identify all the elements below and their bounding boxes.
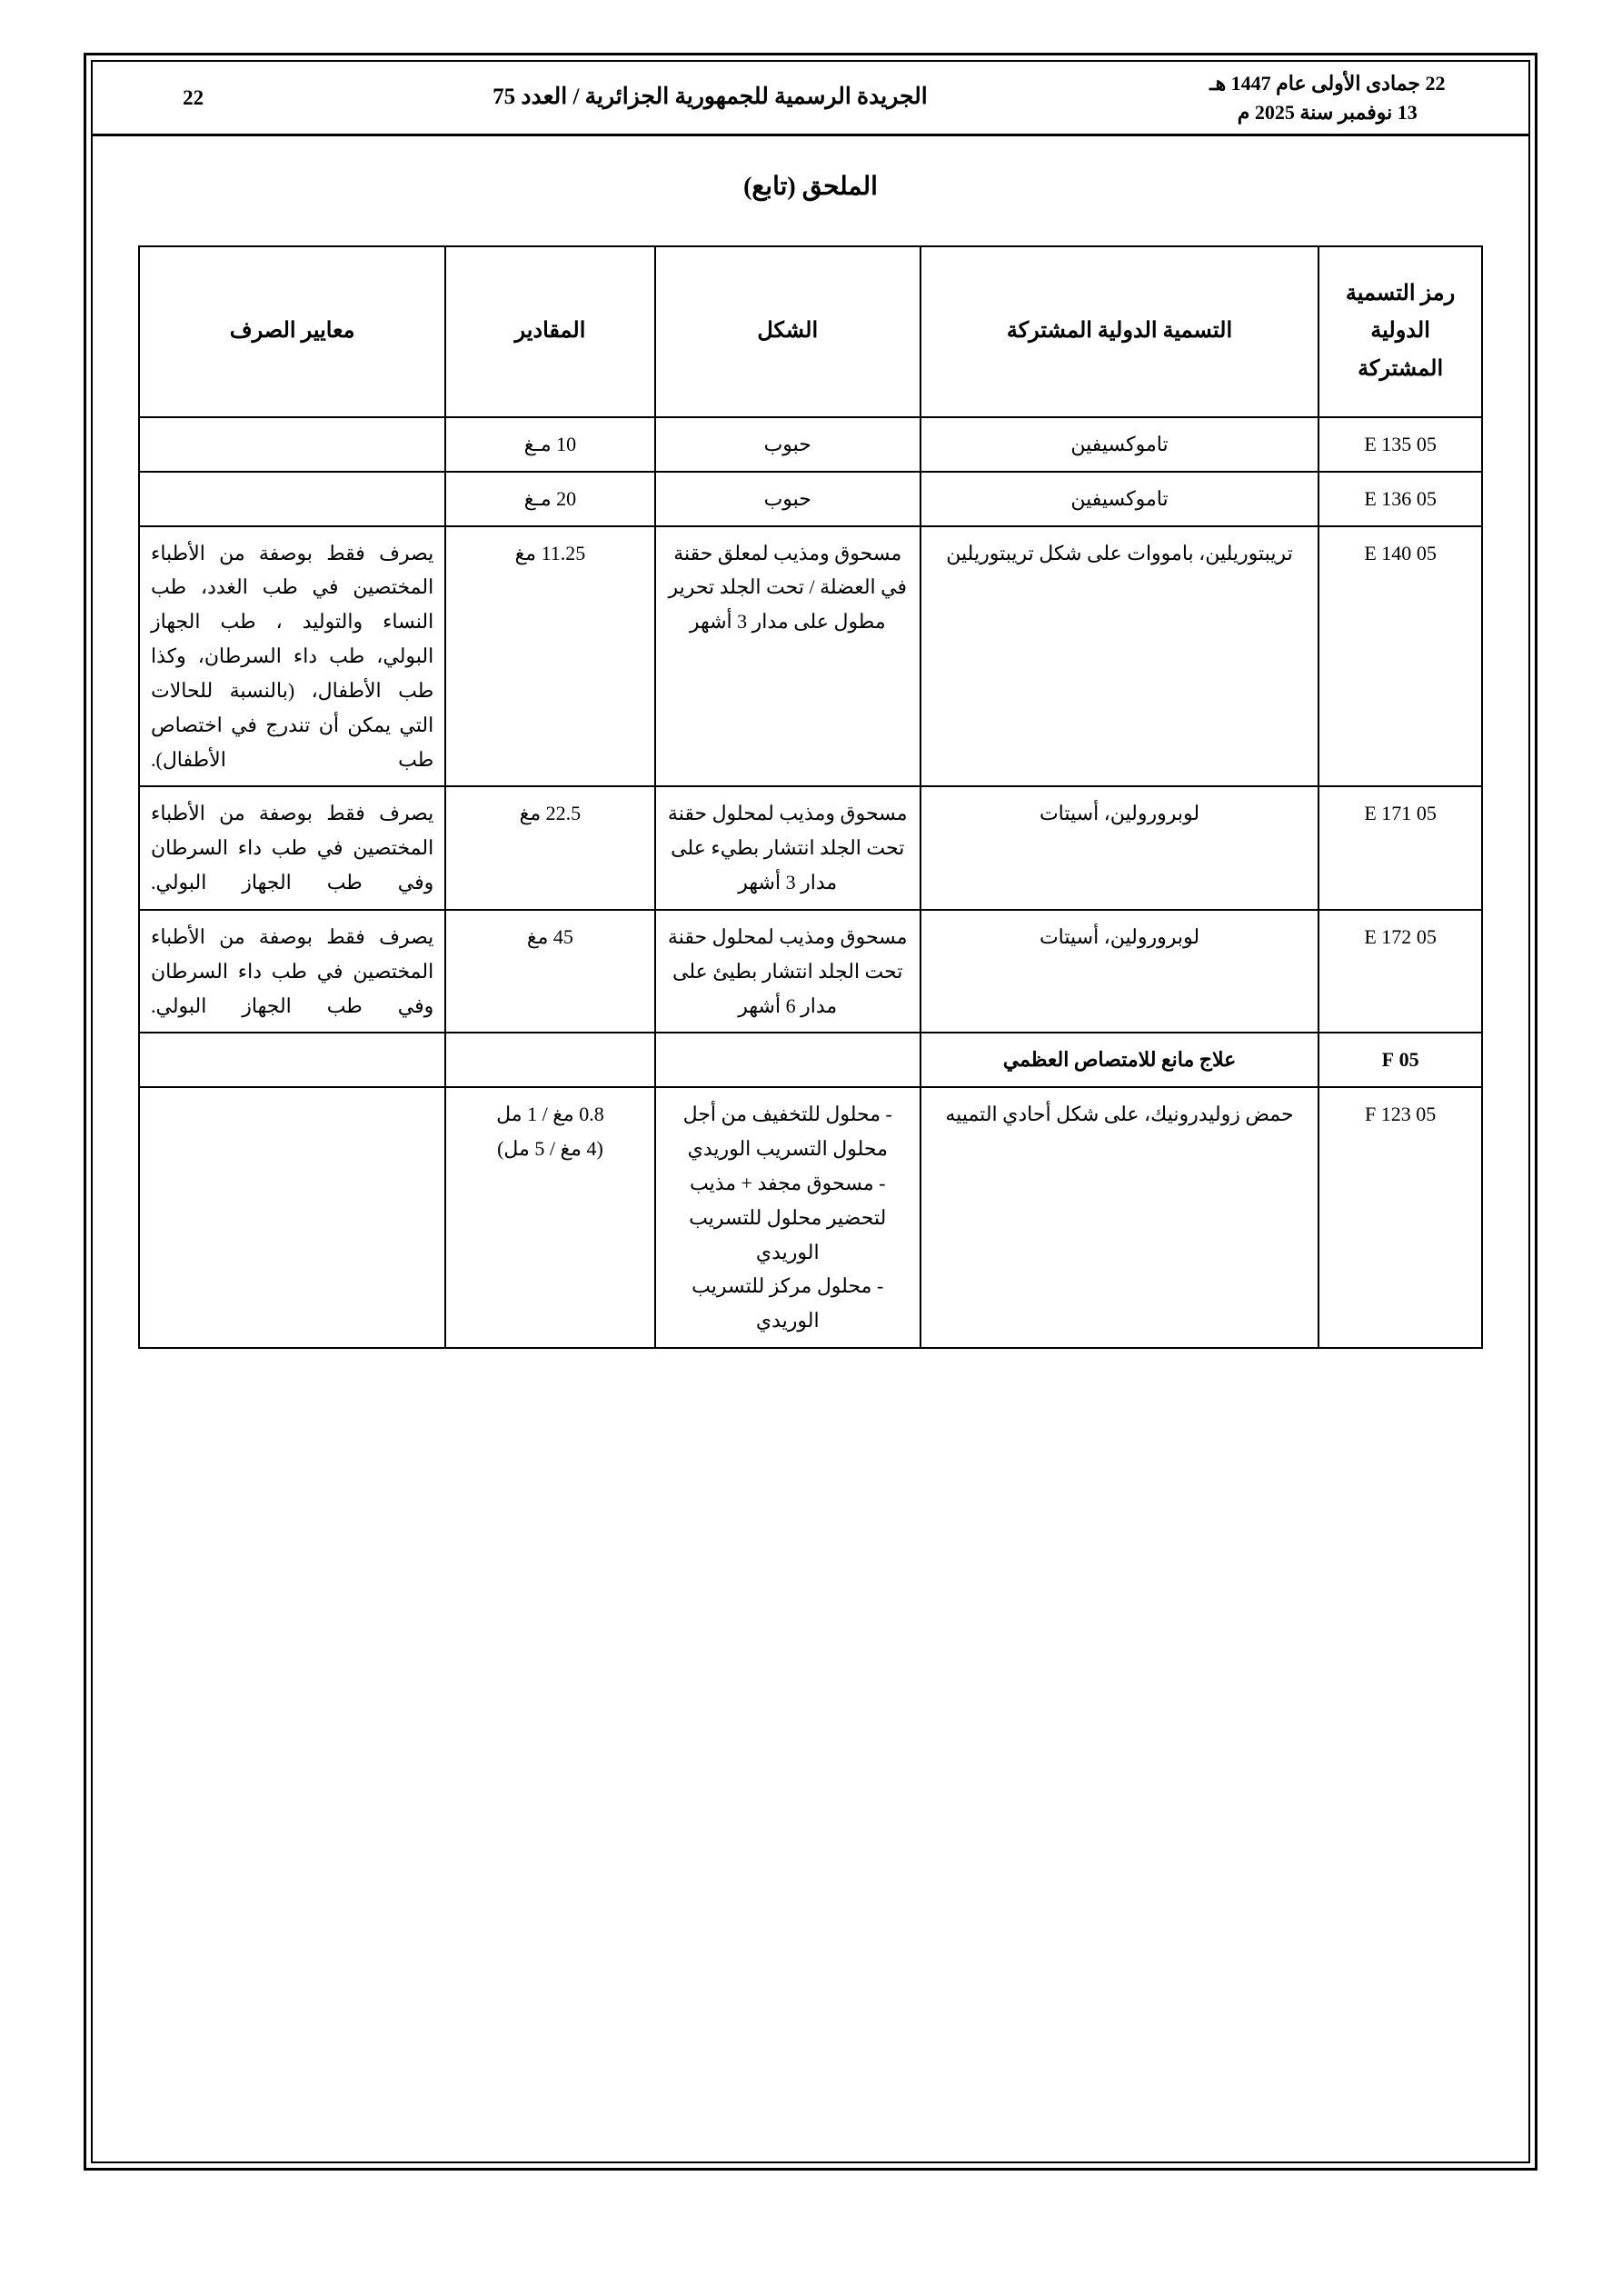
cell-code-0: 05 E 135 xyxy=(1318,417,1482,472)
cell-form-4: مسحوق ومذيب لمحلول حقنة تحت الجلد انتشار بطيئ على مدار 6 أشهر xyxy=(655,910,920,1033)
cell-code-6: 05 F 123 xyxy=(1318,1087,1482,1348)
cell-inn-1: تاموكسيفين xyxy=(920,472,1318,526)
table-row xyxy=(139,526,1482,787)
column-header-code: رمز التسمية الدولية المشتركة xyxy=(1318,246,1482,417)
header-journal-title: الجريدة الرسمية للجمهورية الجزائرية / العدد 75 xyxy=(493,84,928,109)
page-body xyxy=(93,136,1528,2161)
cell-code-3: 05 E 171 xyxy=(1318,786,1482,909)
cell-inn-5: علاج مانع للامتصاص العظمي xyxy=(920,1033,1318,1087)
table-body xyxy=(139,417,1482,1348)
cell-form-2: مسحوق ومذيب لمعلق حقنة في العضلة / تحت الجلد تحرير مطول على مدار 3 أشهر xyxy=(655,526,920,787)
column-header-inn: التسمية الدولية المشتركة xyxy=(920,246,1318,417)
cell-criteria-5 xyxy=(139,1033,445,1087)
table-row xyxy=(139,1087,1482,1348)
page-title: الملحق (تابع) xyxy=(743,173,878,201)
cell-inn-0: تاموكسيفين xyxy=(920,417,1318,472)
cell-dose-1: 20 مـغ xyxy=(445,472,654,526)
cell-dose-3: 22.5 مغ xyxy=(445,786,654,909)
table-header-row xyxy=(139,246,1482,417)
column-header-dose: المقادير xyxy=(445,246,654,417)
cell-dose-5 xyxy=(445,1033,654,1087)
column-header-form: الشكل xyxy=(655,246,920,417)
cell-inn-2: تريبتوريلين، بامووات على شكل تريبتوريلين xyxy=(920,526,1318,787)
cell-inn-3: لوبرورولين، أسيتات xyxy=(920,786,1318,909)
page-header xyxy=(93,62,1528,136)
annex-table xyxy=(138,245,1483,1349)
table-row xyxy=(139,910,1482,1033)
cell-form-6: - محلول للتخفيف من أجل محلول التسريب الوريدي - مسحوق مجفد + مذيب لتحضير محلول للتسريب الوريدي - محلول مركز للتسريب الوريدي xyxy=(655,1087,920,1348)
column-header-criteria: معايير الصرف xyxy=(139,246,445,417)
table-row xyxy=(139,417,1482,472)
page-border-inner xyxy=(91,60,1530,2163)
cell-criteria-2: يصرف فقط بوصفة من الأطباء المختصين في طب الغدد، طب النساء والتوليد ، طب الجهاز البولي، طب داء السرطان، وكذا طب الأطفال، (بالنسبة للحالات التي يمكن أن تندرج في اختصاص طب الأطفال). xyxy=(139,526,445,787)
cell-code-4: 05 E 172 xyxy=(1318,910,1482,1033)
cell-code-5: 05 F xyxy=(1318,1033,1482,1087)
table-row xyxy=(139,786,1482,909)
cell-criteria-0 xyxy=(139,417,445,472)
cell-criteria-4: يصرف فقط بوصفة من الأطباء المختصين في طب داء السرطان وفي طب الجهاز البولي. xyxy=(139,910,445,1033)
header-date-line2: 13 نوفمبر سنة 2025 م xyxy=(1237,100,1418,124)
cell-dose-2: 11.25 مغ xyxy=(445,526,654,787)
header-date xyxy=(1127,69,1528,127)
page-border-outer xyxy=(84,53,1537,2171)
table-group-row xyxy=(139,1033,1482,1087)
cell-form-3: مسحوق ومذيب لمحلول حقنة تحت الجلد انتشار بطيء على مدار 3 أشهر xyxy=(655,786,920,909)
header-date-line1: 22 جمادى الأولى عام 1447 هـ xyxy=(1209,71,1446,95)
cell-code-2: 05 E 140 xyxy=(1318,526,1482,787)
cell-dose-4: 45 مغ xyxy=(445,910,654,1033)
cell-criteria-6 xyxy=(139,1087,445,1348)
cell-form-0: حبوب xyxy=(655,417,920,472)
cell-criteria-1 xyxy=(139,472,445,526)
cell-dose-0: 10 مـغ xyxy=(445,417,654,472)
cell-inn-6: حمض زوليدرونيك، على شكل أحادي التمييه xyxy=(920,1087,1318,1348)
cell-dose-6: 0.8 مغ / 1 مل (4 مغ / 5 مل) xyxy=(445,1087,654,1348)
cell-form-1: حبوب xyxy=(655,472,920,526)
table-row xyxy=(139,472,1482,526)
cell-criteria-3: يصرف فقط بوصفة من الأطباء المختصين في طب داء السرطان وفي طب الجهاز البولي. xyxy=(139,786,445,909)
cell-inn-4: لوبرورولين، أسيتات xyxy=(920,910,1318,1033)
cell-form-5 xyxy=(655,1033,920,1087)
cell-code-1: 05 E 136 xyxy=(1318,472,1482,526)
header-page-number: 22 xyxy=(183,85,204,109)
